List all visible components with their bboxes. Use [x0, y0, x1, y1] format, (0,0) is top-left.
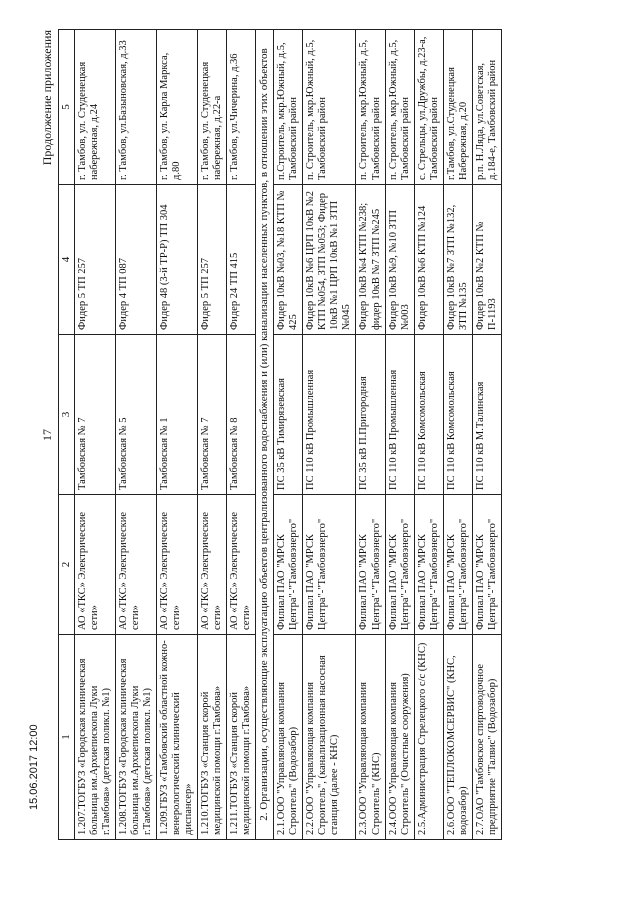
table-cell: 2.1.ООО "Управляющая компания Строитель" (Водозабор) — [274, 635, 303, 840]
continuation-label: Продолжение приложения — [40, 30, 54, 166]
table-cell: Филиал ПАО "МРСК Центра"-"Тамбовэнерго" — [414, 495, 443, 635]
table-row — [443, 30, 472, 840]
table-cell: Филиал ПАО "МРСК Центра"-"Тамбовэнерго" — [385, 495, 414, 635]
table-cell: ПС 110 кВ Промышленная — [303, 335, 356, 495]
table-cell: Фидер 5 ТП 257 — [74, 185, 115, 335]
table-row — [414, 30, 443, 840]
table-cell: 2.6.ООО "ТЕПЛОКОМСЕРВИС" (КНС, водозабор) — [443, 635, 472, 840]
table-cell: 5 — [59, 30, 75, 185]
table-cell: г. Тамбов, ул. Студенецкая набережная, д.22-а — [198, 30, 227, 185]
table-cell: 4 — [59, 185, 75, 335]
table-cell: 2.3.ООО "Управляющая компания Строитель" (КНС) — [356, 635, 385, 840]
page-number: 17 — [40, 429, 54, 441]
table-cell: 1 — [59, 635, 75, 840]
table-cell: г. Тамбов, ул. Студенецкая набережная, д.24 — [74, 30, 115, 185]
table-cell: п. Строитель, мкр.Южный, д.5, Тамбовский район — [356, 30, 385, 185]
table-cell: АО «ТКС» Электрические сети» — [74, 495, 115, 635]
table-cell: Фидер 10кВ №03, №18 КТП № 425 — [274, 185, 303, 335]
table-cell: ПС 110 кВ Комсомольская — [414, 335, 443, 495]
table-cell: Филиал ПАО "МРСК Центра"-"Тамбовэнерго" — [274, 495, 303, 635]
table-cell: ПС 110 кВ Промышленная — [385, 335, 414, 495]
table-cell: р.п. Н.Лядa, ул.Советская, д.184-е, Тамбовский район — [472, 30, 501, 185]
table-cell: Фидер 48 (3-й ТР-Р) ТП 304 — [157, 185, 198, 335]
table-cell: п. Строитель, мкр.Южный, д.5, Тамбовский район — [385, 30, 414, 185]
table-row — [303, 30, 356, 840]
table-row — [274, 30, 303, 840]
table-cell: Тамбовская № 1 — [157, 335, 198, 495]
table-row — [227, 30, 256, 840]
section-row — [256, 30, 274, 840]
table-row — [472, 30, 501, 840]
table-cell: ПС 110 кВ Комсомольская — [443, 335, 472, 495]
table-row — [115, 30, 156, 840]
table-cell: ПС 35 кВ П.Пригородная — [356, 335, 385, 495]
table-cell: Филиал ПАО "МРСК Центра"-"Тамбовэнерго" — [356, 495, 385, 635]
table-cell: Филиал ПАО "МРСК Центра"-"Тамбовэнерго" — [303, 495, 356, 635]
table-cell: Фидер 4 ТП 087 — [115, 185, 156, 335]
table-cell: с. Стрельцы, ул.Дружбы, д.23-а, Тамбовский район — [414, 30, 443, 185]
table-row — [74, 30, 115, 840]
table-cell: Тамбовская № 5 — [115, 335, 156, 495]
table-cell: 1.210.ТОГБУЗ «Станция скорой медицинской помощи г.Тамбова» — [198, 635, 227, 840]
table-cell: г. Тамбов, ул.Чичерина, д.36 — [227, 30, 256, 185]
table-cell: ПС 110 кВ М.Талинская — [472, 335, 501, 495]
table-cell: Фидер 10кВ №7 ЗТП №132, ЗТП №135 — [443, 185, 472, 335]
table-cell: 2.5.Администрация Стрелецкого с/с (КНС) — [414, 635, 443, 840]
table-row — [157, 30, 198, 840]
table-cell: Тамбовская № 7 — [198, 335, 227, 495]
table-cell: Тамбовская № 8 — [227, 335, 256, 495]
table-cell: 1.209.ГБУЗ «Тамбовский областной кожно-венерологический клинический диспансер» — [157, 635, 198, 840]
table-cell: 2.4.ООО "Управляющая компания Строитель" (Очистные сооружения) — [385, 635, 414, 840]
table-cell: 2.2.ООО "Управляющая компания Строитель", (канализационная насосная станция (далее - КНС) — [303, 635, 356, 840]
table-cell: АО «ТКС» Электрические сети» — [157, 495, 198, 635]
table-cell: Фидер 10кВ №6 ЦРП 10кВ №2 КТП №054, ЗТП №053; Фидер 10кВ №1 ЦРП 10кВ №1 ЗТП №045 — [303, 185, 356, 335]
table-cell: г.Тамбов, ул.Студенецкая Набережная, д.20 — [443, 30, 472, 185]
substation-table — [58, 29, 502, 840]
table-cell: 1.211.ТОГБУЗ «Станция скорой медицинской помощи г.Тамбова» — [227, 635, 256, 840]
table-header-row — [59, 30, 75, 840]
table-row — [356, 30, 385, 840]
table-cell: Филиал ПАО "МРСК Центра"-"Тамбовэнерго" — [472, 495, 501, 635]
table-cell: ПС 35 кВ Тимирязевская — [274, 335, 303, 495]
table-cell: Тамбовская № 7 — [74, 335, 115, 495]
table-cell: п. Строитель, мкр.Южный, д.5, Тамбовский район — [303, 30, 356, 185]
table-cell: Фидер 10кВ №4 КТП №238; фидер 10кВ №7 ЗТП №245 — [356, 185, 385, 335]
table-cell: Фидер 5 ТП 257 — [198, 185, 227, 335]
section-title: 2. Организации, осуществляющие эксплуатацию объектов централизованного водоснабжения и (или) канализации населенных пунктов, в отношении этих объектов — [256, 30, 274, 840]
table-row — [198, 30, 227, 840]
table-cell: АО «ТКС» Электрические сети» — [115, 495, 156, 635]
table-cell: Фидер 10кВ №2 КТП № П-1193 — [472, 185, 501, 335]
table-cell: Фидер 10кВ №6 КТП №124 — [414, 185, 443, 335]
footer-timestamp: 15.06.2017 12:00 — [28, 724, 40, 810]
table-cell: Фидер 24 ТП 415 — [227, 185, 256, 335]
table-row — [385, 30, 414, 840]
table-cell: п.Строитель, мкр.Южный, д.5, Тамбовский район — [274, 30, 303, 185]
table-cell: 1.207.ТОГБУЗ «Городская клиническая больница им.Архиепископа Луки г.Тамбова» (детская поликл. №1) — [74, 635, 115, 840]
table-cell: АО «ТКС» Электрические сети» — [198, 495, 227, 635]
table-cell: 2 — [59, 495, 75, 635]
table-cell: 1.208.ТОГБУЗ «Городская клиническая больница им.Архиепископа Луки г.Тамбова» (детская поликл. №1) — [115, 635, 156, 840]
table-cell: г. Тамбов, ул.Базыновская, д.33 — [115, 30, 156, 185]
table-cell: г. Тамбов, ул. Карла Маркса, д.80 — [157, 30, 198, 185]
table-cell: Фидер 10кВ №9, №10 ЗТП №003 — [385, 185, 414, 335]
table-cell: 2.7.ОАО "Тамбовское спиртоводочное предприятие "Талвис" (Водозабор) — [472, 635, 501, 840]
document-page — [40, 30, 620, 840]
table-cell: АО «ТКС» Электрические сети» — [227, 495, 256, 635]
table-cell: Филиал ПАО "МРСК Центра"-"Тамбовэнерго" — [443, 495, 472, 635]
table-cell: 3 — [59, 335, 75, 495]
